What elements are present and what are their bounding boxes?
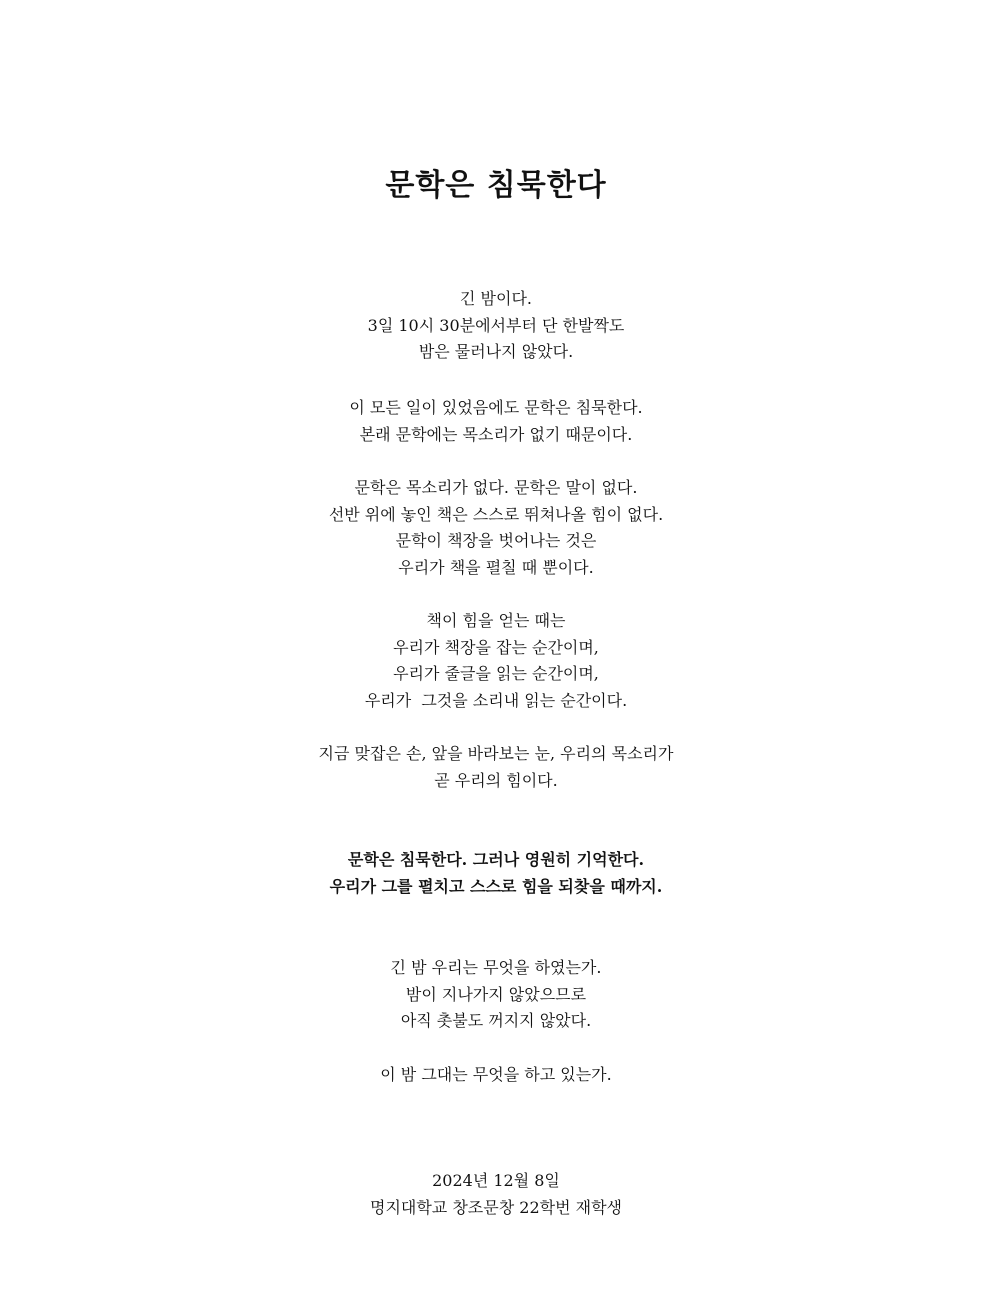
stanza-line: 밤이 지나가지 않았으므로 <box>405 984 587 1004</box>
stanza-line: 문학이 책장을 벗어나는 것은 <box>395 531 597 550</box>
signature <box>0 1168 992 1221</box>
stanza-6-emphasis <box>0 847 992 900</box>
stanza-2 <box>0 395 992 448</box>
stanza-line: 우리가 책을 펼칠 때 뿐이다. <box>398 557 594 577</box>
stanza-line: 문학은 목소리가 없다. 문학은 말이 없다. <box>354 478 638 497</box>
stanza-line: 지금 맞잡은 손, 앞을 바라보는 눈, 우리의 목소리가 <box>318 744 674 763</box>
stanza-line: 우리가 그를 펼치고 스스로 힘을 되찾을 때까지. <box>329 876 663 896</box>
stanza-line: 책이 힘을 얻는 때는 <box>426 611 566 630</box>
stanza-line: 본래 문학에는 목소리가 없기 때문이다. <box>359 424 633 444</box>
stanza-line: 긴 밤이다. <box>460 289 532 308</box>
stanza-line: 이 밤 그대는 무엇을 하고 있는가. <box>380 1065 612 1084</box>
stanza-5 <box>0 741 992 794</box>
stanza-line: 우리가 그것을 소리내 읽는 순간이다. <box>364 690 628 710</box>
signature-author: 명지대학교 창조문창 22학번 재학생 <box>369 1197 622 1217</box>
stanza-line: 문학은 침묵한다. 그러나 영원히 기억한다. <box>347 850 645 869</box>
stanza-4 <box>0 608 992 714</box>
stanza-8 <box>0 1062 992 1089</box>
stanza-line: 아직 촛불도 꺼지지 않았다. <box>400 1011 592 1030</box>
stanza-7 <box>0 955 992 1035</box>
stanza-line: 3일 10시 30분에서부터 단 한발짝도 <box>367 315 625 335</box>
stanza-line: 곧 우리의 힘이다. <box>434 770 558 790</box>
stanza-3 <box>0 475 992 581</box>
signature-date: 2024년 12월 8일 <box>432 1171 560 1190</box>
stanza-1 <box>0 286 992 366</box>
stanza-line: 이 모든 일이 있었음에도 문학은 침묵한다. <box>349 398 643 417</box>
stanza-line: 밤은 물러나지 않았다. <box>418 342 574 361</box>
stanza-line: 우리가 책장을 잡는 순간이며, <box>393 637 599 657</box>
stanza-line: 긴 밤 우리는 무엇을 하였는가. <box>390 958 602 977</box>
stanza-line: 선반 위에 놓인 책은 스스로 뛰쳐나올 힘이 없다. <box>328 504 664 524</box>
poem-title: 문학은 침묵한다 <box>385 168 607 203</box>
stanza-line: 우리가 줄글을 읽는 순간이며, <box>393 664 599 683</box>
